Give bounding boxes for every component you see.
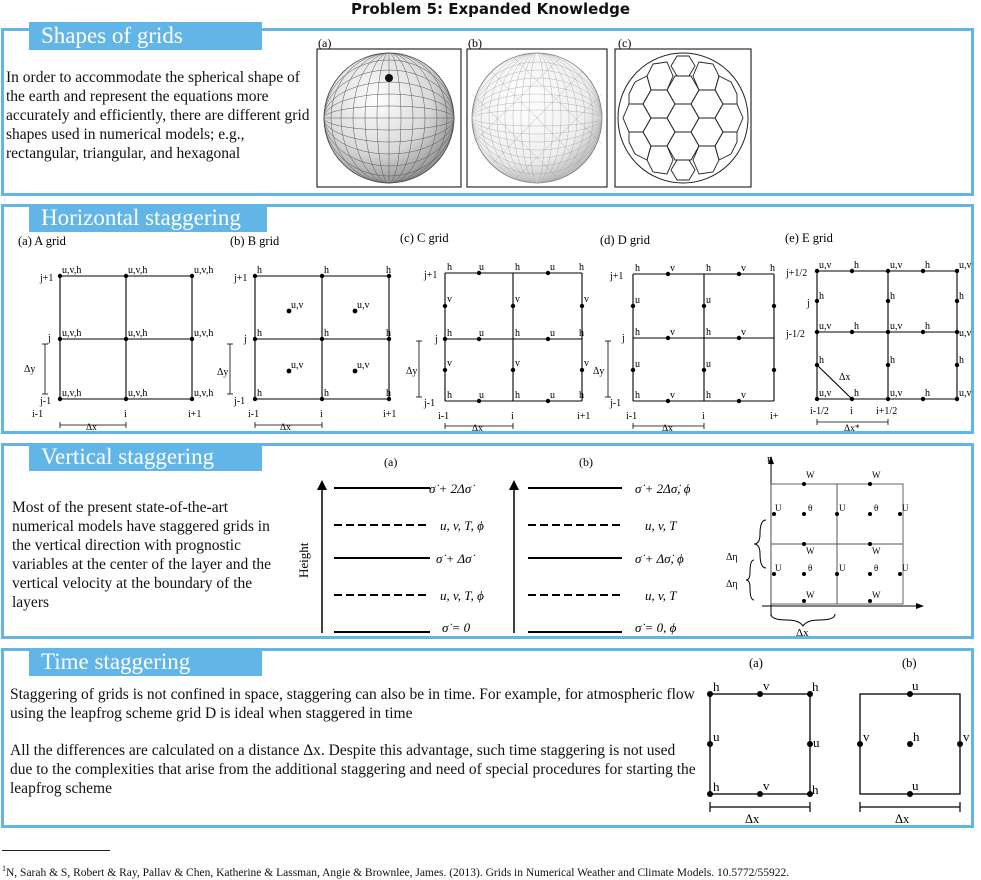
svg-text:i+: i+ <box>770 411 779 422</box>
svg-text:h: h <box>635 263 640 274</box>
shape-label-c: (c) <box>618 36 632 50</box>
vb-level-4: u, v, T <box>645 588 677 603</box>
triangular-sphere <box>472 53 602 183</box>
svg-text:j+1: j+1 <box>40 273 54 284</box>
time-section <box>1 648 974 828</box>
svg-text:U: U <box>839 503 846 513</box>
svg-text:h: h <box>447 390 452 401</box>
svg-text:i+1: i+1 <box>577 411 591 422</box>
svg-text:U: U <box>902 503 909 513</box>
svg-text:v: v <box>584 358 589 369</box>
svg-text:h: h <box>386 265 391 276</box>
shape-label-b: (b) <box>468 36 482 50</box>
svg-text:h: h <box>890 355 895 366</box>
a-grid <box>18 234 213 433</box>
svg-text:h: h <box>854 321 859 332</box>
page-title: Problem 5: Expanded Knowledge <box>350 0 631 18</box>
time-panel-b-label: (b) <box>902 656 917 670</box>
time-text-2: All the differences are calculated on a distance Δx. Despite this advantage, such time staggering is not used due to the complexities that arise from the additional staggering and need of special procedures for starting the leapfrog scheme <box>10 742 696 797</box>
svg-text:u,v: u,v <box>890 388 903 399</box>
vb-level-1: σ̇ + 2Δσ̇, ϕ <box>635 481 691 496</box>
svg-text:v: v <box>963 729 970 744</box>
svg-text:u: u <box>479 262 484 273</box>
vertical-figure <box>292 448 972 638</box>
vertical-cell-diagram <box>726 453 924 639</box>
horizontal-heading: Horizontal staggering <box>29 204 267 232</box>
svg-text:h: h <box>819 291 824 302</box>
svg-text:j: j <box>807 298 810 309</box>
svg-text:u,v,h: u,v,h <box>128 328 148 339</box>
svg-text:Δx: Δx <box>472 424 483 434</box>
svg-text:u,v: u,v <box>819 321 832 332</box>
svg-text:j: j <box>244 334 247 345</box>
svg-text:u,v,h: u,v,h <box>128 265 148 276</box>
svg-text:i-1/2: i-1/2 <box>810 406 829 417</box>
vertical-section <box>1 443 974 639</box>
d-grid <box>593 233 779 434</box>
svg-text:j: j <box>48 333 51 344</box>
svg-text:h: h <box>913 729 920 744</box>
svg-text:i-1: i-1 <box>626 411 638 422</box>
svg-text:h: h <box>635 327 640 338</box>
b-grid <box>217 234 396 433</box>
svg-text:u,v: u,v <box>959 328 972 339</box>
svg-text:h: h <box>925 388 930 399</box>
svg-text:W: W <box>806 590 815 600</box>
svg-text:j-1: j-1 <box>424 398 436 409</box>
vb-level-2: u, v, T <box>645 518 677 533</box>
time-panel-a-label: (a) <box>749 656 763 670</box>
svg-text:u: u <box>912 678 919 693</box>
svg-text:U: U <box>775 503 782 513</box>
svg-text:v: v <box>584 294 589 305</box>
e-grid-title: (e) E grid <box>785 231 833 245</box>
svg-text:h: h <box>386 388 391 399</box>
vertical-text: Most of the present state-of-the-art numerical models have staggered grids in the vertical direction with prognostic variables at the center of the layer and the vertical velocity at the boundary of the layers <box>12 499 272 611</box>
time-dx-b: Δx <box>895 812 910 826</box>
svg-text:h: h <box>812 679 819 694</box>
svg-text:u: u <box>706 359 711 370</box>
svg-text:h: h <box>447 328 452 339</box>
svg-text:u,v,h: u,v,h <box>62 265 82 276</box>
svg-text:u: u <box>706 295 711 306</box>
svg-text:i-1: i-1 <box>32 409 44 420</box>
footnote-text: N, Sarah & S, Robert & Ray, Pallav & Chen, Katherine & Lassman, Angie & Brownlee, James. (2013). Grids in Numerical Weather and Climate Models. 10.5772/55922. <box>6 866 790 879</box>
svg-text:j: j <box>622 333 625 344</box>
svg-text:h: h <box>257 328 262 339</box>
svg-text:θ: θ <box>874 503 879 513</box>
footnote-rule <box>2 850 110 851</box>
svg-text:v: v <box>670 327 675 338</box>
time-heading: Time staggering <box>29 648 262 676</box>
svg-text:h: h <box>706 327 711 338</box>
svg-text:Δx: Δx <box>280 423 291 433</box>
svg-text:j-1: j-1 <box>40 396 52 407</box>
svg-text:u: u <box>912 778 919 793</box>
footnote-marker: 1 <box>2 864 6 873</box>
svg-text:Δy: Δy <box>24 364 36 375</box>
svg-text:i+1: i+1 <box>383 409 397 420</box>
svg-text:j: j <box>435 334 438 345</box>
a-grid-title: (a) A grid <box>18 234 66 248</box>
va-level-5: σ̇ = 0 <box>442 620 471 635</box>
va-level-3: σ̇ + Δσ̇ <box>436 551 472 566</box>
c-grid <box>400 231 590 434</box>
svg-text:i-1: i-1 <box>248 409 260 420</box>
svg-text:v: v <box>741 327 746 338</box>
svg-text:h: h <box>819 355 824 366</box>
svg-text:h: h <box>635 390 640 401</box>
svg-text:h: h <box>854 388 859 399</box>
svg-text:Δη: Δη <box>726 579 738 590</box>
svg-text:j-1: j-1 <box>234 396 246 407</box>
svg-text:v: v <box>741 263 746 274</box>
va-level-2: u, v, T, ϕ <box>440 518 484 533</box>
svg-text:h: h <box>257 388 262 399</box>
svg-text:v: v <box>763 778 770 793</box>
svg-text:h: h <box>579 328 584 339</box>
svg-text:j+1/2: j+1/2 <box>786 268 808 279</box>
svg-text:θ: θ <box>808 503 813 513</box>
svg-text:h: h <box>579 262 584 273</box>
svg-text:v: v <box>515 358 520 369</box>
svg-text:v: v <box>447 358 452 369</box>
svg-text:u,v: u,v <box>890 321 903 332</box>
shapes-figure <box>314 34 754 194</box>
e-grid <box>785 231 972 434</box>
svg-text:u: u <box>550 328 555 339</box>
svg-text:η: η <box>767 453 773 465</box>
svg-text:i-1: i-1 <box>438 411 450 422</box>
d-grid-title: (d) D grid <box>600 233 650 247</box>
svg-text:U: U <box>775 563 782 573</box>
vertical-heading: Vertical staggering <box>29 443 262 471</box>
svg-text:U: U <box>839 563 846 573</box>
svg-text:h: h <box>324 328 329 339</box>
svg-text:h: h <box>515 328 520 339</box>
svg-text:u,v: u,v <box>819 388 832 399</box>
svg-text:u,v,h: u,v,h <box>62 388 82 399</box>
svg-text:θ: θ <box>808 563 813 573</box>
svg-text:Δy: Δy <box>217 367 229 378</box>
svg-text:Δy: Δy <box>593 366 605 377</box>
vb-level-3: σ̇ + Δσ̇, ϕ <box>635 551 684 566</box>
svg-text:v: v <box>670 263 675 274</box>
svg-text:Δy: Δy <box>406 366 418 377</box>
svg-text:h: h <box>713 679 720 694</box>
svg-text:u,v: u,v <box>959 388 972 399</box>
svg-text:u: u <box>550 262 555 273</box>
svg-text:u: u <box>813 735 820 750</box>
svg-text:Δη: Δη <box>726 552 738 563</box>
svg-text:h: h <box>515 262 520 273</box>
svg-text:h: h <box>770 263 775 274</box>
svg-text:h: h <box>324 388 329 399</box>
svg-text:Δx: Δx <box>796 627 809 639</box>
va-level-4: u, v, T, ϕ <box>440 588 484 603</box>
svg-text:u: u <box>479 390 484 401</box>
svg-text:u,v,h: u,v,h <box>128 388 148 399</box>
svg-text:W: W <box>872 546 881 556</box>
svg-text:u: u <box>479 328 484 339</box>
svg-text:v: v <box>515 294 520 305</box>
svg-text:h: h <box>854 260 859 271</box>
svg-text:i: i <box>850 406 853 417</box>
svg-text:i: i <box>702 411 705 422</box>
svg-text:i+1/2: i+1/2 <box>876 406 898 417</box>
svg-text:u,v: u,v <box>890 260 903 271</box>
shapes-heading: Shapes of grids <box>29 22 262 50</box>
svg-text:j-1/2: j-1/2 <box>786 329 805 340</box>
svg-text:h: h <box>447 262 452 273</box>
time-text-1: Staggering of grids is not confined in space, staggering can also be in time. For example, for atmospheric flow using the leapfrog scheme grid D is ideal when staggered in time <box>10 686 695 722</box>
svg-text:v: v <box>447 294 452 305</box>
a-node-labels <box>62 265 213 399</box>
svg-text:Δx: Δx <box>839 372 851 383</box>
svg-text:v: v <box>863 729 870 744</box>
svg-text:v: v <box>763 678 770 693</box>
svg-text:h: h <box>959 355 964 366</box>
horizontal-section <box>1 204 974 434</box>
svg-text:j+1: j+1 <box>234 273 248 284</box>
svg-text:h: h <box>959 291 964 302</box>
svg-text:Δx: Δx <box>86 423 97 433</box>
svg-text:u,v,h: u,v,h <box>62 328 82 339</box>
svg-text:h: h <box>515 390 520 401</box>
hexagonal-sphere <box>618 53 748 183</box>
vertical-panel-b-label: (b) <box>579 455 593 469</box>
shapes-text: In order to accommodate the spherical shape of the earth and represent the equations more accurately and efficiently, there are different grid shapes used in numerical models; e.g., rectangular, triangular, and hexagonal <box>6 69 310 162</box>
svg-text:h: h <box>812 782 819 797</box>
svg-text:u,v: u,v <box>357 360 370 371</box>
footnote <box>2 864 789 879</box>
svg-text:W: W <box>872 470 881 480</box>
svg-text:h: h <box>579 390 584 401</box>
svg-text:h: h <box>706 390 711 401</box>
shapes-section <box>1 23 974 196</box>
time-figure <box>699 653 971 825</box>
rectangular-sphere <box>324 53 454 183</box>
svg-text:W: W <box>806 546 815 556</box>
svg-text:Δx: Δx <box>662 424 673 434</box>
svg-text:j-1: j-1 <box>610 398 622 409</box>
svg-text:u: u <box>635 359 640 370</box>
c-grid-title: (c) C grid <box>400 231 449 245</box>
svg-text:h: h <box>706 263 711 274</box>
svg-text:u,v,h: u,v,h <box>194 388 214 399</box>
svg-text:Δx*: Δx* <box>844 424 860 434</box>
svg-text:j+1: j+1 <box>610 271 624 282</box>
svg-text:j+1: j+1 <box>424 270 438 281</box>
svg-text:u,v,h: u,v,h <box>194 328 214 339</box>
svg-text:W: W <box>806 470 815 480</box>
svg-text:h: h <box>925 321 930 332</box>
svg-text:h: h <box>925 260 930 271</box>
va-level-1: σ̇ + 2Δσ̇ <box>429 481 472 496</box>
svg-text:i: i <box>511 411 514 422</box>
svg-text:W: W <box>872 590 881 600</box>
svg-text:θ: θ <box>874 563 879 573</box>
svg-text:v: v <box>741 390 746 401</box>
height-axis-label: Height <box>296 542 311 578</box>
time-dx-a: Δx <box>745 812 760 826</box>
svg-text:i: i <box>320 409 323 420</box>
vertical-panel-a-label: (a) <box>384 455 398 469</box>
svg-text:u,v: u,v <box>959 260 972 271</box>
svg-text:u,v: u,v <box>291 360 304 371</box>
svg-text:h: h <box>386 328 391 339</box>
shape-label-a: (a) <box>318 36 332 50</box>
svg-text:u: u <box>713 729 720 744</box>
svg-text:u,v: u,v <box>819 260 832 271</box>
svg-text:h: h <box>713 779 720 794</box>
svg-text:U: U <box>902 563 909 573</box>
svg-text:h: h <box>257 265 262 276</box>
svg-text:u,v,h: u,v,h <box>194 265 214 276</box>
svg-text:h: h <box>890 291 895 302</box>
svg-text:u: u <box>550 390 555 401</box>
b-grid-title: (b) B grid <box>230 234 280 248</box>
svg-text:u,v: u,v <box>357 300 370 311</box>
svg-text:h: h <box>324 265 329 276</box>
horizontal-figure <box>12 229 972 434</box>
svg-text:i+1: i+1 <box>188 409 202 420</box>
svg-text:u,v: u,v <box>291 300 304 311</box>
svg-text:v: v <box>670 390 675 401</box>
svg-text:u: u <box>635 295 640 306</box>
svg-text:i: i <box>124 409 127 420</box>
vb-level-5: σ̇ = 0, ϕ <box>635 620 677 635</box>
